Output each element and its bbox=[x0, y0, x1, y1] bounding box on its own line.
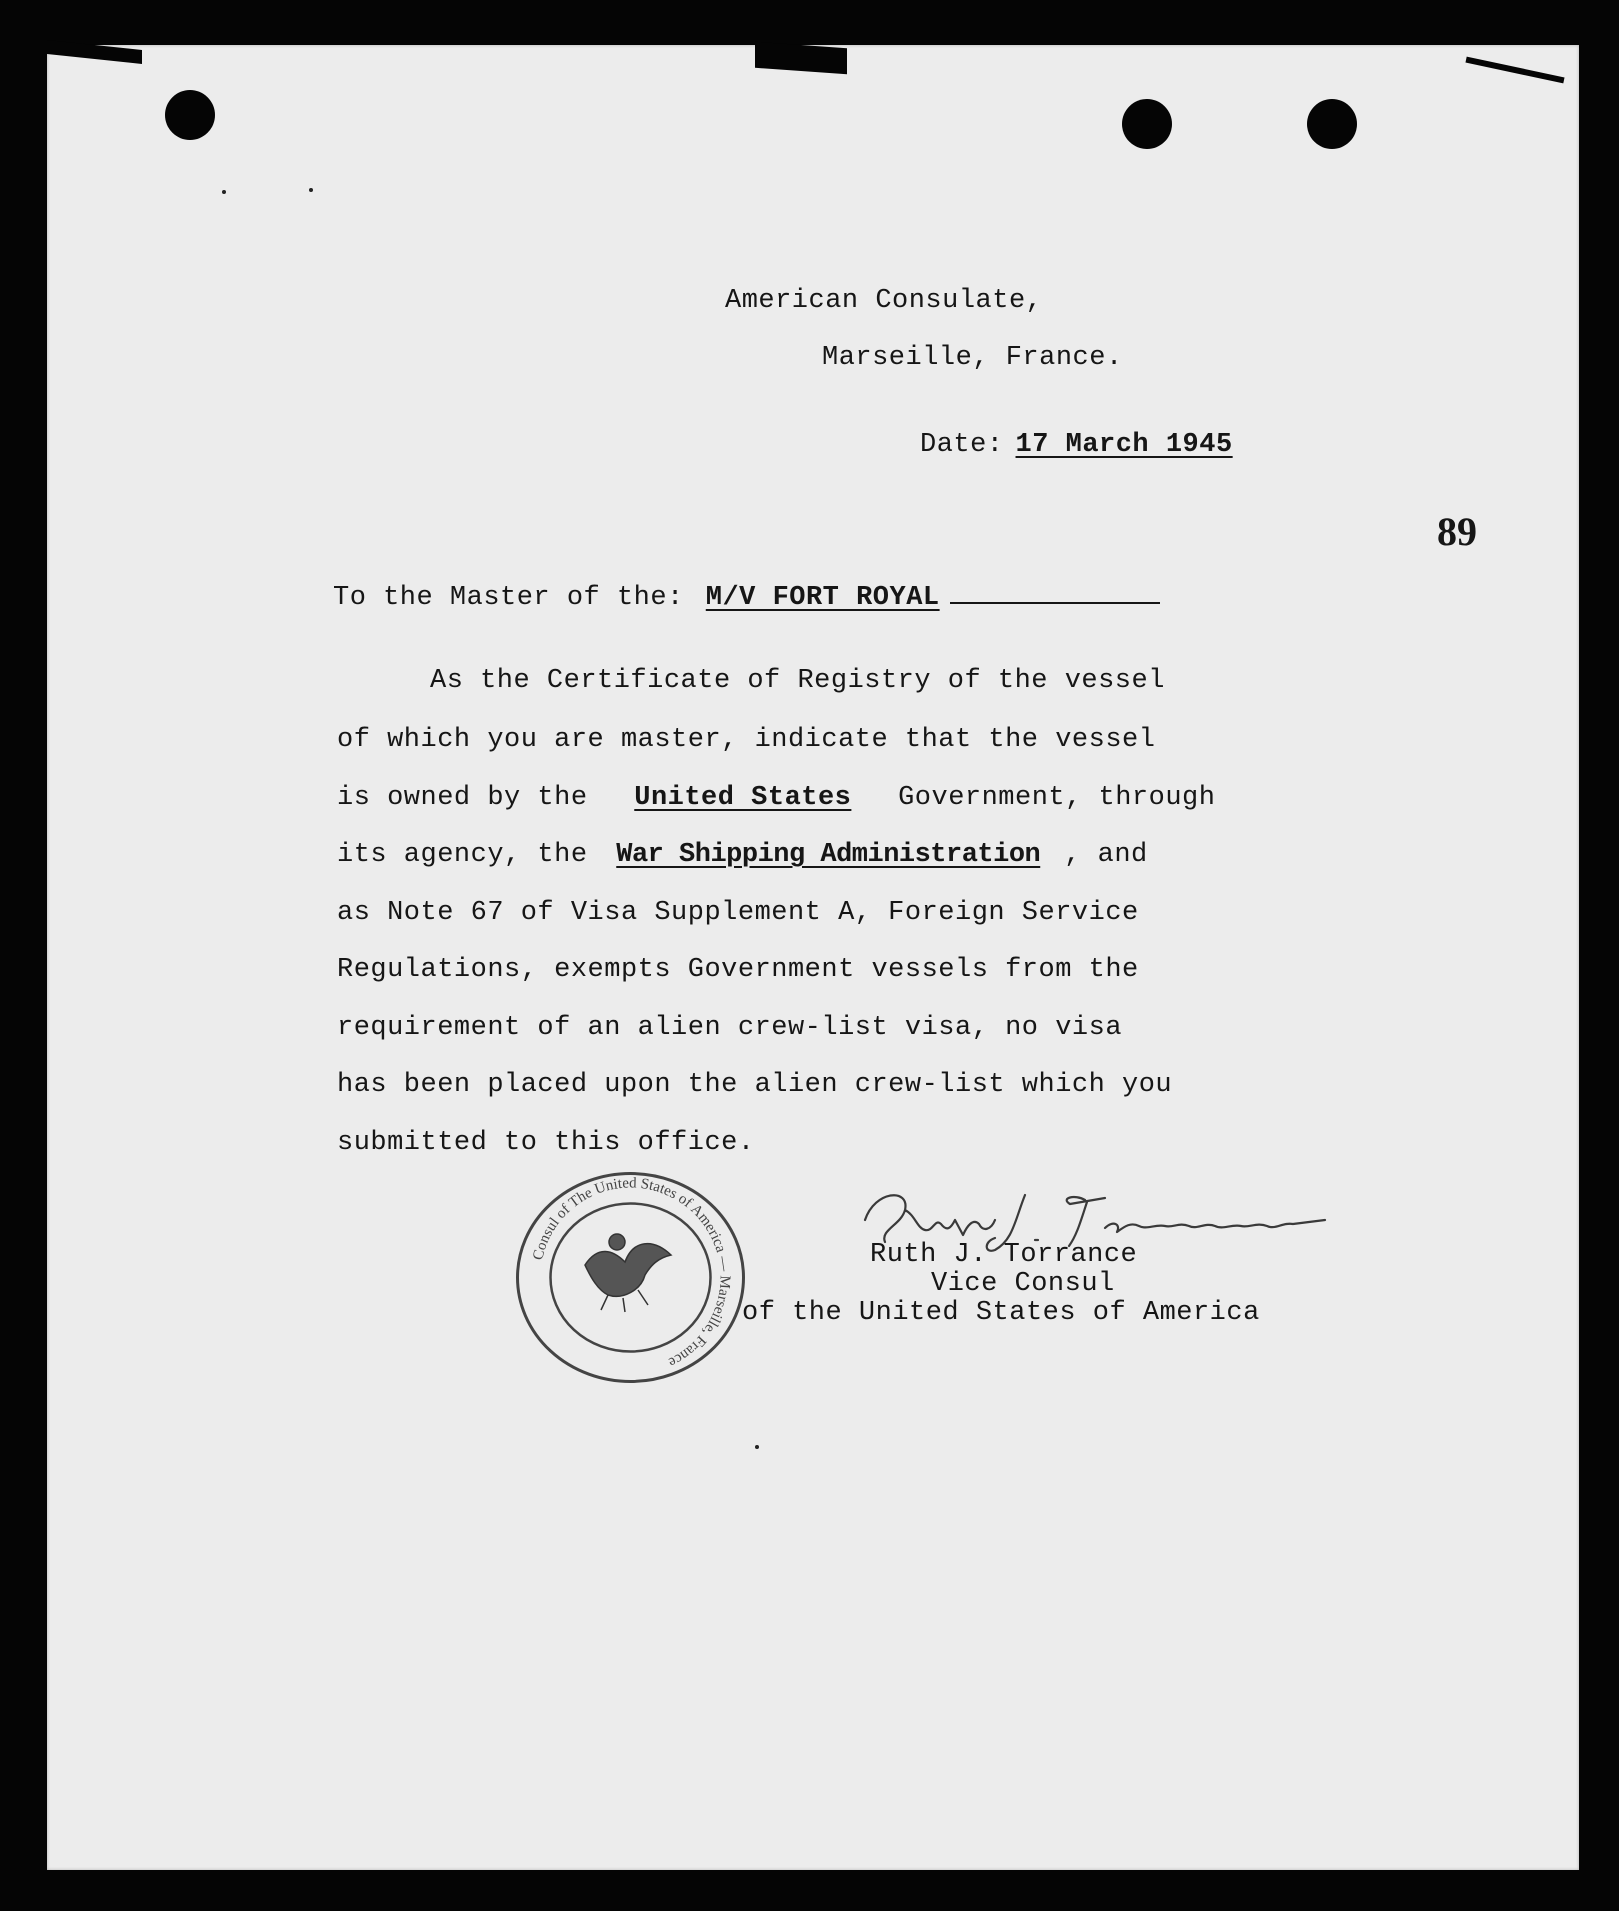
vessel-name: M/V FORT ROYAL bbox=[705, 583, 940, 613]
body-line: has been placed upon the alien crew-list which you bbox=[337, 1070, 1173, 1100]
addressee-line bbox=[333, 585, 1160, 612]
signatory-title: Vice Consul bbox=[931, 1269, 1115, 1299]
signatory-name: Ruth J. Torrance bbox=[870, 1240, 1138, 1270]
dust-speck bbox=[309, 188, 313, 192]
addressee-label: To the Master of the: bbox=[333, 583, 684, 613]
torn-edge bbox=[755, 42, 847, 74]
date-value: 17 March 1945 bbox=[1015, 430, 1233, 460]
body-text: Government, through bbox=[898, 783, 1216, 813]
date-label: Date: bbox=[920, 430, 1004, 460]
body-line bbox=[337, 785, 1215, 812]
body-line: as Note 67 of Visa Supplement A, Foreign Service bbox=[337, 898, 1139, 928]
consulate-location: Marseille, France. bbox=[822, 343, 1123, 373]
owner-fill-in: United States bbox=[634, 783, 852, 813]
body-text: its agency, the bbox=[337, 840, 588, 870]
punch-hole bbox=[1307, 99, 1357, 149]
body-text: is owned by the bbox=[337, 783, 588, 813]
body-line: requirement of an alien crew-list visa, no visa bbox=[337, 1013, 1123, 1043]
date-line bbox=[920, 432, 1233, 459]
consulate-name: American Consulate, bbox=[725, 286, 1043, 316]
dust-speck bbox=[222, 190, 226, 194]
agency-fill-in: War Shipping Administration bbox=[616, 840, 1041, 870]
torn-edge bbox=[47, 40, 142, 64]
body-line: of which you are master, indicate that the vessel bbox=[337, 725, 1156, 755]
dust-speck bbox=[755, 1445, 759, 1449]
body-line: submitted to this office. bbox=[337, 1128, 755, 1158]
body-line bbox=[337, 842, 1148, 869]
fill-in-blank bbox=[950, 601, 1160, 604]
seal-outer-text: Consul of The United States of America — Marseille, France bbox=[530, 1175, 733, 1371]
body-line: As the Certificate of Registry of the vessel bbox=[430, 666, 1165, 696]
page-number: 89 bbox=[1437, 509, 1477, 554]
signatory-country: of the United States of America bbox=[742, 1298, 1260, 1328]
body-line: Regulations, exempts Government vessels from the bbox=[337, 955, 1139, 985]
consular-seal bbox=[513, 1170, 748, 1385]
punch-hole bbox=[165, 90, 215, 140]
body-text: , and bbox=[1064, 840, 1148, 870]
eagle-emblem-icon bbox=[585, 1234, 671, 1312]
torn-edge bbox=[1465, 57, 1564, 84]
punch-hole bbox=[1122, 99, 1172, 149]
